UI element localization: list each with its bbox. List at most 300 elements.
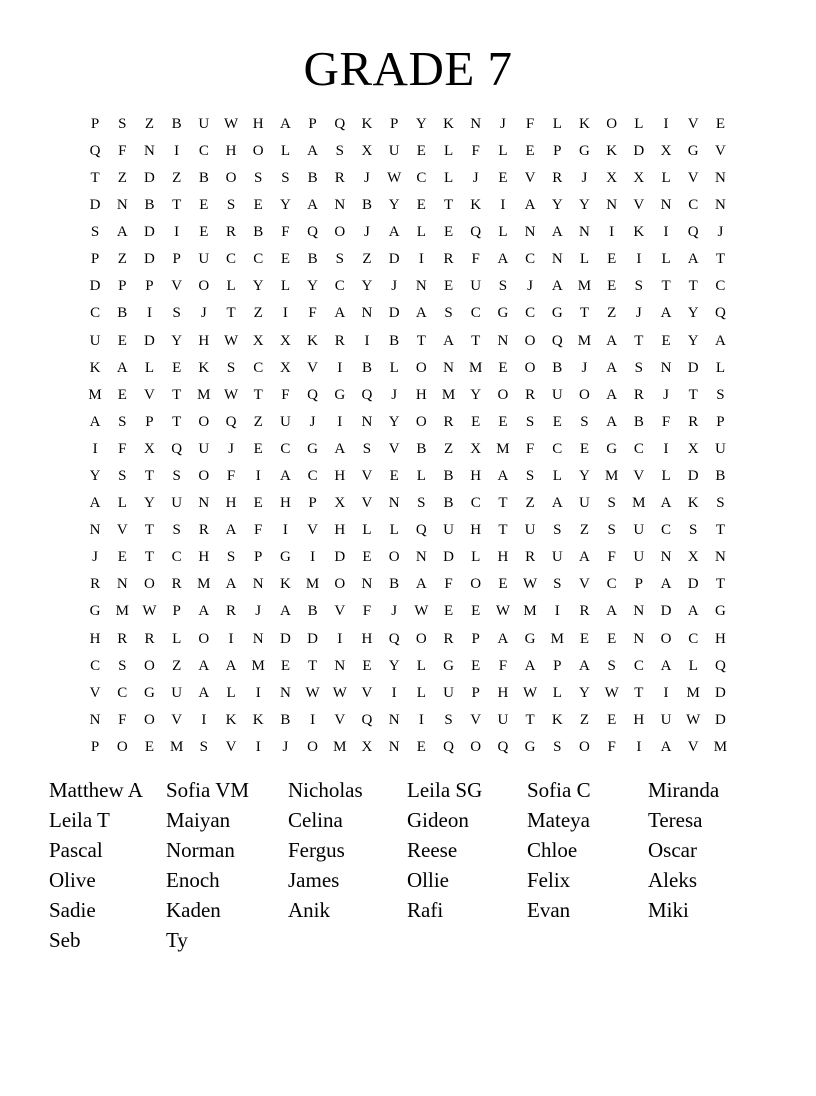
grid-cell: E — [443, 603, 454, 620]
grid-cell: E — [253, 197, 263, 214]
word-search-grid — [82, 111, 735, 761]
grid-cell: E — [607, 251, 617, 268]
grid-row — [82, 544, 735, 571]
word-list-item: Anik — [288, 898, 330, 923]
grid-row — [82, 571, 735, 598]
word-list-column — [407, 775, 482, 925]
word-list-item: Nicholas — [288, 778, 363, 803]
grid-cell: O — [524, 359, 536, 376]
grid-cell: L — [117, 495, 127, 512]
grid-cell: D — [279, 630, 291, 647]
grid-cell: Q — [470, 224, 482, 241]
page-title: GRADE 7 — [303, 41, 513, 96]
grid-cell: T — [634, 332, 644, 349]
grid-cell: N — [714, 169, 726, 186]
grid-cell: I — [282, 305, 288, 322]
grid-cell: Q — [361, 711, 373, 728]
grid-cell: H — [198, 549, 210, 566]
word-list-item: Aleks — [648, 868, 697, 893]
grid-cell: R — [226, 224, 237, 241]
grid-cell: Y — [388, 413, 400, 430]
word-list-item: Ollie — [407, 868, 449, 893]
grid-cell: U — [171, 495, 183, 512]
grid-cell: B — [389, 332, 400, 349]
grid-cell: A — [334, 305, 346, 322]
grid-cell: T — [688, 386, 698, 403]
grid-cell: D — [687, 359, 699, 376]
grid-cell: A — [524, 657, 536, 674]
grid-cell: A — [415, 576, 427, 593]
grid-cell: O — [144, 576, 155, 593]
grid-cell: I — [418, 251, 424, 268]
grid-cell: S — [199, 738, 209, 755]
grid-cell: H — [334, 522, 346, 539]
grid-row — [82, 734, 735, 761]
grid-cell: Z — [172, 657, 182, 674]
grid-cell: C — [334, 278, 345, 295]
grid-cell: A — [687, 251, 699, 268]
grid-cell: J — [499, 115, 506, 132]
grid-cell: O — [497, 386, 509, 403]
grid-cell: L — [144, 359, 155, 376]
grid-cell: A — [660, 495, 672, 512]
grid-cell: F — [362, 603, 372, 620]
grid-cell: U — [443, 522, 454, 539]
grid-cell: L — [552, 684, 562, 701]
grid-cell: N — [660, 359, 672, 376]
grid-row — [82, 653, 735, 680]
grid-cell: K — [633, 224, 645, 241]
grid-cell: S — [335, 251, 344, 268]
grid-cell: Y — [89, 468, 101, 485]
grid-cell: B — [633, 413, 644, 430]
grid-cell: C — [90, 305, 101, 322]
grid-cell: B — [280, 711, 291, 728]
grid-cell: E — [552, 413, 562, 430]
grid-cell: A — [307, 142, 319, 159]
grid-cell: N — [606, 197, 618, 214]
grid-cell: V — [687, 115, 699, 132]
grid-cell: V — [307, 359, 319, 376]
grid-cell: I — [636, 738, 642, 755]
grid-cell: I — [663, 115, 669, 132]
grid-cell: F — [118, 711, 127, 728]
word-list-item: Evan — [527, 898, 571, 923]
grid-cell: E — [525, 142, 535, 159]
grid-cell: V — [687, 738, 699, 755]
grid-cell: A — [606, 386, 618, 403]
word-list-item: Miranda — [648, 778, 720, 803]
grid-cell: G — [524, 630, 536, 647]
grid-cell: E — [199, 224, 209, 241]
grid-cell: G — [687, 142, 699, 159]
grid-row — [82, 138, 735, 165]
grid-cell: N — [198, 495, 210, 512]
grid-cell: E — [117, 386, 127, 403]
grid-cell: A — [89, 413, 101, 430]
grid-cell: O — [198, 413, 210, 430]
grid-cell: L — [579, 251, 590, 268]
grid-cell: M — [632, 495, 646, 512]
grid-cell: K — [443, 115, 454, 132]
grid-cell: A — [279, 115, 291, 132]
grid-cell: L — [443, 142, 454, 159]
grid-cell: A — [551, 495, 563, 512]
grid-cell: B — [361, 359, 372, 376]
grid-cell: J — [581, 359, 588, 376]
grid-cell: S — [498, 278, 508, 295]
grid-cell: H — [497, 549, 509, 566]
grid-cell: X — [279, 359, 291, 376]
grid-cell: Q — [334, 115, 346, 132]
grid-cell: X — [606, 169, 618, 186]
grid-cell: C — [715, 278, 726, 295]
grid-cell: O — [606, 115, 618, 132]
grid-cell: V — [714, 142, 726, 159]
grid-cell: T — [471, 332, 481, 349]
grid-cell: U — [551, 549, 563, 566]
grid-cell: B — [117, 305, 128, 322]
grid-cell: B — [416, 440, 427, 457]
grid-cell: M — [523, 603, 537, 620]
grid-cell: L — [416, 657, 426, 674]
grid-cell: C — [171, 549, 182, 566]
grid-cell: O — [198, 278, 210, 295]
grid-cell: O — [388, 549, 400, 566]
grid-row — [82, 300, 735, 327]
grid-cell: V — [687, 169, 699, 186]
grid-cell: D — [633, 142, 645, 159]
grid-cell: J — [663, 386, 669, 403]
grid-cell: O — [198, 468, 210, 485]
word-list-item: Ty — [166, 928, 188, 953]
grid-cell: V — [361, 495, 373, 512]
grid-cell: A — [606, 359, 618, 376]
grid-cell: C — [606, 576, 617, 593]
grid-cell: T — [144, 522, 155, 539]
word-list-item: Enoch — [166, 868, 220, 893]
grid-cell: T — [661, 278, 671, 295]
grid-cell: N — [334, 657, 346, 674]
grid-cell: Z — [579, 711, 590, 728]
grid-cell: Z — [362, 251, 372, 268]
grid-cell: L — [389, 522, 399, 539]
grid-cell: A — [497, 251, 509, 268]
grid-cell: F — [118, 142, 127, 159]
grid-cell: Q — [225, 413, 237, 430]
grid-cell: S — [118, 115, 127, 132]
grid-cell: V — [334, 603, 346, 620]
grid-cell: B — [307, 603, 318, 620]
grid-cell: Q — [415, 522, 427, 539]
grid-cell: P — [308, 495, 317, 512]
grid-cell: L — [226, 278, 236, 295]
grid-cell: S — [90, 224, 100, 241]
grid-cell: S — [226, 549, 236, 566]
word-list-item: Sofia C — [527, 778, 591, 803]
grid-cell: R — [688, 413, 699, 430]
grid-cell: U — [279, 413, 291, 430]
grid-cell: O — [144, 711, 155, 728]
grid-cell: K — [470, 197, 482, 214]
grid-cell: O — [470, 738, 482, 755]
grid-cell: Q — [714, 657, 726, 674]
grid-cell: S — [118, 657, 127, 674]
grid-cell: S — [417, 495, 426, 512]
grid-cell: K — [307, 332, 319, 349]
grid-cell: O — [579, 386, 590, 403]
grid-cell: N — [361, 413, 373, 430]
grid-cell: R — [334, 332, 345, 349]
grid-cell: L — [498, 224, 508, 241]
grid-row — [82, 707, 735, 734]
grid-cell: M — [496, 440, 510, 457]
grid-cell: J — [527, 278, 534, 295]
grid-cell: U — [497, 711, 509, 728]
grid-cell: Q — [443, 738, 454, 755]
grid-cell: Y — [579, 197, 590, 214]
grid-cell: S — [172, 468, 181, 485]
grid-cell: W — [223, 386, 239, 403]
grid-cell: V — [388, 440, 400, 457]
grid-cell: C — [117, 684, 128, 701]
grid-cell: Z — [117, 251, 127, 268]
grid-row — [82, 355, 735, 382]
grid-cell: Y — [415, 115, 427, 132]
grid-cell: E — [117, 549, 127, 566]
grid-cell: U — [443, 684, 454, 701]
grid-cell: M — [305, 576, 320, 593]
grid-cell: O — [415, 630, 427, 647]
grid-cell: X — [470, 440, 482, 457]
grid-cell: Y — [687, 305, 699, 322]
grid-cell: P — [90, 115, 100, 132]
grid-cell: S — [689, 522, 698, 539]
grid-cell: T — [90, 169, 100, 186]
grid-cell: P — [716, 413, 725, 430]
grid-cell: S — [118, 413, 127, 430]
grid-cell: N — [470, 115, 482, 132]
grid-cell: E — [607, 630, 617, 647]
grid-cell: R — [633, 386, 644, 403]
grid-cell: V — [334, 711, 346, 728]
grid-cell: M — [550, 630, 564, 647]
grid-cell: J — [282, 738, 289, 755]
grid-cell: U — [524, 522, 536, 539]
grid-cell: O — [334, 224, 346, 241]
grid-cell: L — [715, 359, 725, 376]
grid-cell: E — [498, 576, 508, 593]
grid-row — [82, 626, 735, 653]
grid-cell: K — [551, 711, 563, 728]
grid-cell: L — [661, 169, 671, 186]
grid-cell: Y — [579, 684, 590, 701]
grid-cell: A — [551, 224, 563, 241]
grid-cell: B — [552, 359, 563, 376]
word-list-column — [648, 775, 719, 925]
grid-cell: P — [308, 115, 317, 132]
grid-cell: Q — [171, 440, 183, 457]
grid-cell: J — [255, 603, 262, 620]
grid-cell: O — [524, 332, 536, 349]
grid-cell: T — [253, 386, 263, 403]
grid-cell: A — [307, 197, 319, 214]
grid-cell: D — [144, 332, 155, 349]
grid-cell: N — [497, 332, 509, 349]
grid-cell: M — [577, 278, 592, 295]
grid-cell: A — [89, 495, 101, 512]
grid-cell: M — [88, 386, 102, 403]
grid-cell: I — [255, 684, 261, 701]
grid-cell: N — [89, 711, 101, 728]
grid-cell: A — [334, 440, 346, 457]
grid-cell: X — [687, 549, 699, 566]
grid-cell: D — [388, 305, 400, 322]
grid-cell: R — [552, 169, 563, 186]
grid-cell: B — [361, 197, 372, 214]
grid-cell: F — [281, 386, 290, 403]
word-list-item: Matthew A — [49, 778, 143, 803]
grid-cell: P — [471, 630, 480, 647]
grid-cell: V — [225, 738, 237, 755]
grid-cell: U — [198, 115, 210, 132]
grid-cell: C — [416, 169, 427, 186]
grid-cell: B — [443, 495, 454, 512]
grid-cell: R — [198, 522, 209, 539]
grid-cell: O — [415, 413, 427, 430]
grid-cell: K — [361, 115, 373, 132]
grid-cell: C — [633, 657, 644, 674]
grid-cell: A — [660, 305, 672, 322]
grid-cell: I — [310, 549, 316, 566]
grid-cell: I — [174, 142, 180, 159]
grid-cell: A — [551, 278, 563, 295]
grid-cell: Y — [307, 278, 319, 295]
grid-cell: R — [525, 549, 536, 566]
grid-cell: F — [226, 468, 236, 485]
grid-cell: H — [89, 630, 101, 647]
grid-cell: J — [200, 305, 207, 322]
grid-cell: K — [279, 576, 291, 593]
grid-cell: C — [633, 440, 644, 457]
grid-cell: J — [581, 169, 588, 186]
grid-cell: Y — [279, 197, 291, 214]
grid-cell: Q — [714, 305, 726, 322]
grid-cell: Y — [579, 468, 590, 485]
grid-row — [82, 680, 735, 707]
grid-cell: T — [715, 251, 725, 268]
word-list-item: Fergus — [288, 838, 345, 863]
grid-cell: L — [172, 630, 182, 647]
grid-cell: E — [498, 169, 508, 186]
grid-cell: L — [688, 657, 698, 674]
grid-cell: D — [660, 603, 672, 620]
grid-cell: H — [198, 332, 210, 349]
grid-cell: H — [252, 115, 264, 132]
grid-cell: F — [607, 738, 616, 755]
grid-cell: D — [687, 576, 699, 593]
grid-cell: L — [226, 684, 236, 701]
word-list-item: Miki — [648, 898, 689, 923]
grid-cell: A — [497, 468, 509, 485]
grid-cell: V — [171, 711, 183, 728]
grid-cell: M — [169, 738, 184, 755]
grid-cell: A — [579, 657, 590, 674]
grid-cell: N — [116, 197, 128, 214]
word-list — [0, 775, 816, 970]
grid-cell: W — [332, 684, 347, 701]
grid-cell: K — [252, 711, 264, 728]
grid-row — [82, 219, 735, 246]
grid-cell: W — [414, 603, 429, 620]
grid-cell: W — [142, 603, 157, 620]
grid-cell: K — [225, 711, 237, 728]
grid-cell: O — [579, 738, 590, 755]
grid-cell: C — [253, 359, 264, 376]
grid-cell: E — [199, 197, 209, 214]
grid-cell: N — [144, 142, 155, 159]
grid-cell: C — [525, 251, 536, 268]
grid-cell: V — [633, 468, 645, 485]
grid-cell: I — [391, 684, 397, 701]
word-list-item: Leila SG — [407, 778, 483, 803]
grid-cell: G — [714, 603, 726, 620]
grid-cell: M — [115, 603, 129, 620]
grid-cell: L — [280, 278, 290, 295]
grid-cell: A — [606, 413, 618, 430]
grid-cell: I — [92, 440, 98, 457]
grid-cell: Y — [361, 278, 373, 295]
word-list-item: Felix — [527, 868, 571, 893]
grid-cell: F — [471, 251, 480, 268]
grid-cell: P — [145, 278, 154, 295]
grid-cell: U — [551, 386, 563, 403]
word-list-column — [527, 775, 591, 925]
grid-cell: G — [551, 305, 563, 322]
grid-cell: S — [580, 413, 589, 430]
grid-cell: F — [607, 549, 616, 566]
grid-row — [82, 490, 735, 517]
grid-cell: O — [470, 576, 482, 593]
grid-cell: A — [225, 522, 237, 539]
grid-cell: S — [553, 738, 562, 755]
grid-cell: T — [226, 305, 236, 322]
grid-cell: E — [416, 197, 426, 214]
grid-cell: T — [443, 197, 454, 214]
grid-cell: O — [116, 738, 128, 755]
grid-cell: I — [310, 711, 316, 728]
word-list-item: Chloe — [527, 838, 578, 863]
grid-cell: F — [118, 440, 127, 457]
grid-cell: S — [634, 359, 644, 376]
grid-cell: W — [387, 169, 402, 186]
grid-cell: W — [223, 115, 239, 132]
grid-cell: C — [661, 522, 672, 539]
grid-cell: I — [174, 224, 180, 241]
grid-cell: B — [307, 251, 318, 268]
grid-cell: Q — [687, 224, 699, 241]
grid-cell: V — [361, 468, 373, 485]
grid-cell: M — [333, 738, 347, 755]
grid-cell: X — [279, 332, 291, 349]
grid-cell: I — [282, 522, 288, 539]
grid-cell: L — [416, 468, 426, 485]
grid-cell: P — [145, 413, 154, 430]
grid-cell: A — [660, 738, 672, 755]
word-list-item: Sadie — [49, 898, 96, 923]
grid-cell: T — [715, 522, 725, 539]
word-list-item: Kaden — [166, 898, 221, 923]
